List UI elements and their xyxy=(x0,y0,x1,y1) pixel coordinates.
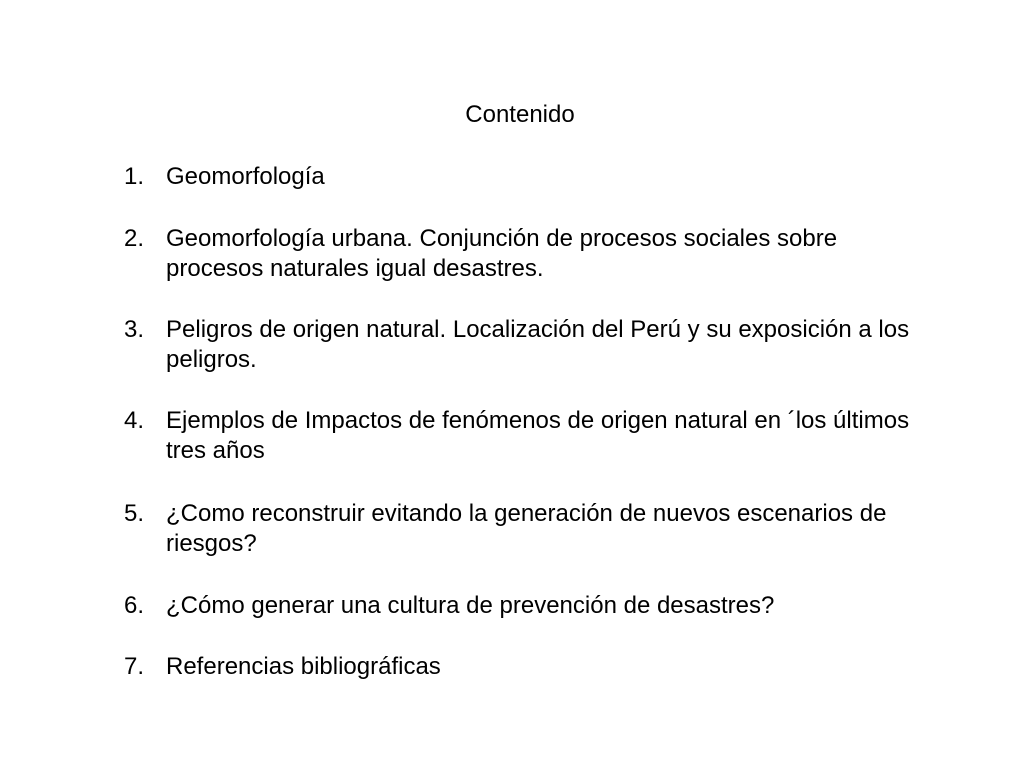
toc-item-number: 2. xyxy=(124,225,145,252)
toc-item-number: 4. xyxy=(124,407,145,434)
toc-item-text: Geomorfología urbana. Conjunción de procesos sociales sobre procesos naturales igual desastres. xyxy=(166,225,838,282)
toc-item-number: 6. xyxy=(124,592,145,619)
toc-item xyxy=(124,652,924,682)
toc-item-text: Geomorfología xyxy=(166,163,325,190)
toc-item-text: ¿Como reconstruir evitando la generación de nuevos escenarios de riesgos? xyxy=(166,500,887,557)
toc-item-text: Ejemplos de Impactos de fenómenos de origen natural en ´los últimos tres años xyxy=(166,407,910,464)
toc-item xyxy=(124,499,924,559)
toc-item-number: 3. xyxy=(124,316,145,343)
toc-item xyxy=(124,591,924,621)
toc-item xyxy=(124,162,924,192)
toc-item xyxy=(124,224,924,284)
toc-item-text: Referencias bibliográficas xyxy=(166,653,441,680)
toc-item xyxy=(124,315,924,375)
slide-title: Contenido xyxy=(465,101,575,128)
toc-item-number: 1. xyxy=(124,163,145,190)
toc-item-number: 7. xyxy=(124,653,145,680)
toc-item-text: ¿Cómo generar una cultura de prevención de desastres? xyxy=(166,592,775,619)
toc-item xyxy=(124,406,924,466)
toc-item-number: 5. xyxy=(124,500,145,527)
toc-item-text: Peligros de origen natural. Localización del Perú y su exposición a los peligros. xyxy=(166,316,910,373)
